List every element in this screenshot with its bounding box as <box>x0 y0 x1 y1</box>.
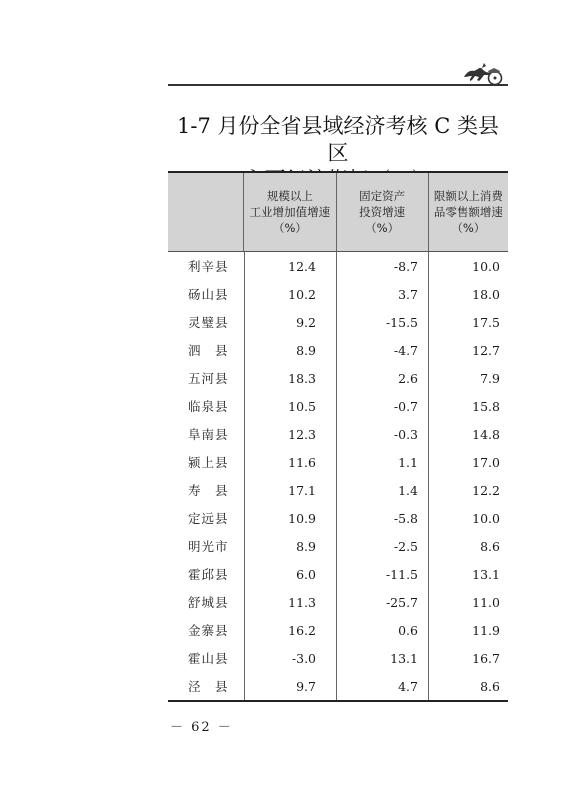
county-name-cell: 灵璧县 <box>188 315 229 330</box>
county-name-cell: 泾 县 <box>188 679 229 694</box>
horse-chariot-logo <box>462 60 506 86</box>
header-label: 固定资产 <box>359 189 406 203</box>
header-unit: （%） <box>365 221 400 235</box>
table-row <box>168 560 508 588</box>
industrial-growth-cell: 8.9 <box>296 342 316 358</box>
table-row <box>168 616 508 644</box>
header-retail-growth <box>428 173 508 251</box>
column-divider <box>244 252 245 700</box>
table-row <box>168 672 508 700</box>
county-name-cell: 霍山县 <box>188 651 229 666</box>
column-divider <box>336 252 337 700</box>
column-divider <box>428 252 429 700</box>
industrial-growth-cell: 11.6 <box>288 454 316 470</box>
header-label: 工业增加值增速 <box>249 205 331 219</box>
industrial-growth-cell: 10.9 <box>288 510 316 526</box>
table-row <box>168 420 508 448</box>
table-row <box>168 392 508 420</box>
header-label: 投资增速 <box>359 205 406 219</box>
industrial-growth-cell: 9.7 <box>296 678 316 694</box>
header-investment-growth <box>336 173 428 251</box>
table-header <box>168 171 508 252</box>
county-name-cell: 泗 县 <box>188 343 229 358</box>
title-line-1: 1-7 月份全省县域经济考核 C 类县区 <box>177 114 499 165</box>
industrial-growth-cell: -3.0 <box>291 650 316 666</box>
retail-growth-cell: 18.0 <box>472 286 500 302</box>
table-row <box>168 448 508 476</box>
retail-growth-cell: 16.7 <box>472 650 500 666</box>
table-row <box>168 364 508 392</box>
table-row <box>168 504 508 532</box>
retail-growth-cell: 11.0 <box>472 594 500 610</box>
industrial-growth-cell: 10.5 <box>288 398 316 414</box>
retail-growth-cell: 15.8 <box>472 398 500 414</box>
investment-growth-cell: 3.7 <box>398 286 418 302</box>
county-name-cell: 明光市 <box>188 539 229 554</box>
industrial-growth-cell: 12.3 <box>288 426 316 442</box>
investment-growth-cell: 2.6 <box>398 370 418 386</box>
county-name-cell: 临泉县 <box>188 399 229 414</box>
indicator-table <box>168 171 508 702</box>
header-unit: （%） <box>272 221 307 235</box>
retail-growth-cell: 12.7 <box>472 342 500 358</box>
industrial-growth-cell: 10.2 <box>288 286 316 302</box>
investment-growth-cell: 1.1 <box>398 454 418 470</box>
industrial-growth-cell: 12.4 <box>288 258 316 274</box>
industrial-growth-cell: 8.9 <box>296 538 316 554</box>
county-name-cell: 舒城县 <box>188 595 229 610</box>
industrial-growth-cell: 6.0 <box>296 566 316 582</box>
county-name-cell: 霍邱县 <box>188 567 229 582</box>
industrial-growth-cell: 17.1 <box>288 482 316 498</box>
county-name-cell: 利辛县 <box>188 259 229 274</box>
county-name-cell: 阜南县 <box>188 427 229 442</box>
header-label: 限额以上消费 <box>433 189 503 203</box>
table-body <box>168 252 508 702</box>
investment-growth-cell: 1.4 <box>398 482 418 498</box>
page-number: － 62 － <box>170 720 233 735</box>
retail-growth-cell: 14.8 <box>472 426 500 442</box>
investment-growth-cell: -2.5 <box>393 538 418 554</box>
investment-growth-cell: 0.6 <box>398 622 418 638</box>
table-row <box>168 336 508 364</box>
county-name-cell: 砀山县 <box>188 287 229 302</box>
retail-growth-cell: 10.0 <box>472 510 500 526</box>
retail-growth-cell: 8.6 <box>480 538 500 554</box>
retail-growth-cell: 17.5 <box>472 314 500 330</box>
table-row <box>168 644 508 672</box>
county-name-cell: 定远县 <box>188 511 229 526</box>
investment-growth-cell: -0.7 <box>393 398 418 414</box>
county-name-cell: 金寨县 <box>188 623 229 638</box>
table-row <box>168 476 508 504</box>
header-industrial-growth <box>243 173 335 251</box>
retail-growth-cell: 12.2 <box>472 482 500 498</box>
county-name-cell: 颍上县 <box>188 455 229 470</box>
header-rule <box>168 84 508 86</box>
retail-growth-cell: 11.9 <box>472 622 500 638</box>
county-name-cell: 寿 县 <box>188 483 229 498</box>
county-name-cell: 五河县 <box>188 371 229 386</box>
retail-growth-cell: 13.1 <box>472 566 500 582</box>
investment-growth-cell: -0.3 <box>393 426 418 442</box>
investment-growth-cell: -4.7 <box>393 342 418 358</box>
retail-growth-cell: 10.0 <box>472 258 500 274</box>
retail-growth-cell: 7.9 <box>480 370 500 386</box>
header-label: 品零售额增速 <box>433 205 503 219</box>
industrial-growth-cell: 18.3 <box>288 370 316 386</box>
investment-growth-cell: 4.7 <box>398 678 418 694</box>
industrial-growth-cell: 16.2 <box>288 622 316 638</box>
header-county <box>168 173 243 251</box>
industrial-growth-cell: 9.2 <box>296 314 316 330</box>
table-row <box>168 532 508 560</box>
header-label: 规模以上 <box>266 189 313 203</box>
retail-growth-cell: 17.0 <box>472 454 500 470</box>
investment-growth-cell: -8.7 <box>393 258 418 274</box>
investment-growth-cell: -11.5 <box>385 566 418 582</box>
table-row <box>168 308 508 336</box>
investment-growth-cell: -25.7 <box>385 594 418 610</box>
table-row <box>168 280 508 308</box>
header-unit: （%） <box>451 221 486 235</box>
table-row <box>168 252 508 280</box>
table-row <box>168 588 508 616</box>
investment-growth-cell: 13.1 <box>390 650 418 666</box>
retail-growth-cell: 8.6 <box>480 678 500 694</box>
investment-growth-cell: -5.8 <box>393 510 418 526</box>
investment-growth-cell: -15.5 <box>385 314 418 330</box>
industrial-growth-cell: 11.3 <box>288 594 316 610</box>
